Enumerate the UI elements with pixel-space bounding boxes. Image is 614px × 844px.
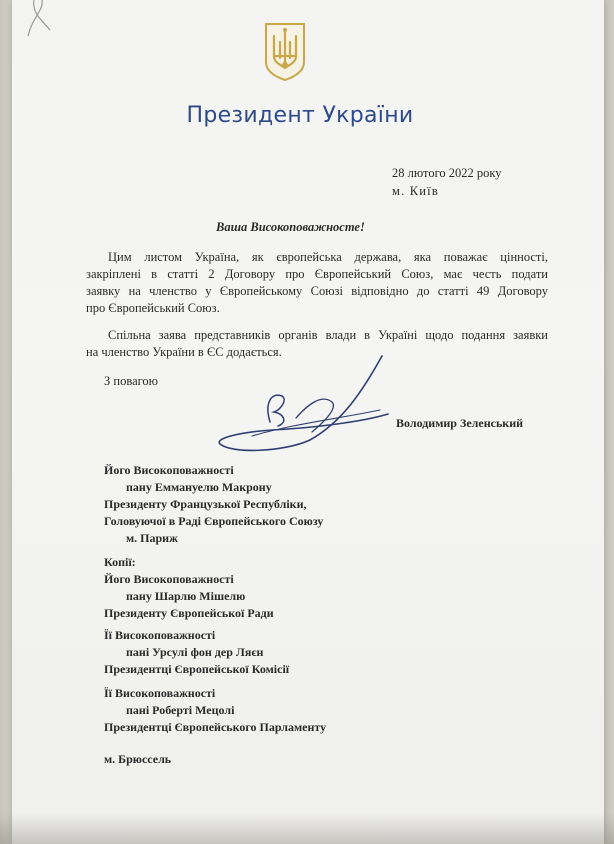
addressee-line: Головуючої в Раді Європейського Союзу [104, 514, 324, 528]
letter-city: м. Київ [392, 184, 439, 198]
paragraph-line: заявку на членство у Європейському Союзі відповідно до статті 49 Договору [86, 284, 548, 298]
signer-name: Володимир Зеленський [396, 416, 524, 430]
copy-line: Її Високоповажності [104, 686, 216, 700]
salutation: Ваша Високоповажносте! [216, 220, 365, 234]
paragraph-line: Цим листом Україна, як європейська держава, яка поважає цінності, [108, 250, 548, 264]
copy-line: пану Шарлю Мішелю [126, 589, 246, 603]
paragraph-application [86, 249, 548, 317]
copies-metsola-block [104, 685, 326, 736]
copies-heading: Копії: [104, 555, 136, 569]
copy-line: Президенту Європейської Ради [104, 606, 274, 620]
header-title: Президент України [186, 103, 414, 128]
copies-von-der-leyen-block [104, 627, 289, 678]
copy-line: пані Урсулі фон дер Ляєн [126, 645, 264, 659]
bottom-shadow [0, 814, 614, 844]
paragraph-line: закріплені в статті 2 Договору про Європейський Союз, має честь подати [86, 267, 548, 281]
copy-line: Її Високоповажності [104, 628, 216, 642]
copies-city [104, 751, 171, 768]
copy-city-line: м. Брюссель [104, 752, 172, 766]
addressee-line: Його Високоповажності [104, 463, 234, 477]
addressee-line: пану Еммануелю Макрону [126, 480, 272, 494]
paragraph-line: про Європейський Союз. [86, 301, 220, 315]
letter-date: 28 лютого 2022 року [392, 166, 502, 180]
trident-emblem-icon [262, 22, 308, 82]
corner-staple-mark [20, 0, 60, 44]
addressee-block [104, 462, 323, 547]
addressee-line: Президенту Французької Республіки, [104, 497, 307, 511]
copy-line: Президентці Європейського Парламенту [104, 720, 327, 734]
addressee-line: м. Париж [126, 531, 178, 545]
paragraph-line: на членство України в ЄС додається. [86, 345, 282, 359]
copies-michel-block [104, 554, 274, 622]
copy-line: пані Роберті Мецолі [126, 703, 235, 717]
closing: З повагою [104, 374, 159, 388]
copy-line: Його Високоповажності [104, 572, 234, 586]
paragraph-line: Спільна заява представників органів влади в Україні щодо подання заявки [108, 328, 548, 342]
copy-line: Президентці Європейської Комісії [104, 662, 290, 676]
handwritten-signature [212, 352, 408, 462]
